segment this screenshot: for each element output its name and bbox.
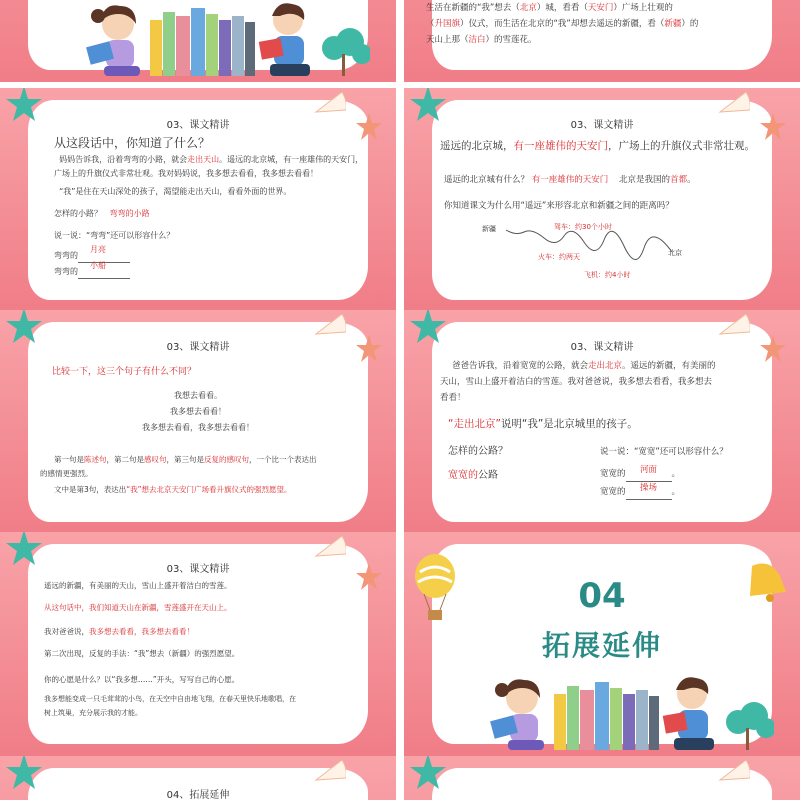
blank-answer: 小船	[90, 261, 106, 270]
slide-10[interactable]	[404, 756, 800, 800]
starfish-icon	[408, 756, 448, 792]
fill-answer: 升国旗	[434, 19, 461, 29]
road-answer: 宽宽的公路	[448, 470, 498, 481]
travel-plane: 飞机：约4小时	[584, 271, 631, 279]
paragraph: 遥远的新疆，有美丽的天山，雪山上盛开着洁白的雪莲。	[44, 581, 232, 590]
boy-reading-icon	[259, 3, 310, 76]
slide-8[interactable]	[404, 532, 800, 756]
blank-answer: 河面	[640, 465, 658, 475]
q-distance: 你知道课文为什么用“遥远”来形容北京和新疆之间的距离吗？	[444, 201, 674, 211]
say-prompt: 说一说：“弯弯”还可以形容什么？	[54, 231, 175, 240]
fill-answer: 天安门	[587, 3, 614, 13]
slide-7[interactable]	[0, 532, 396, 756]
travel-drive: 驾车：约30个小时	[554, 223, 612, 231]
q-what: 遥远的北京城有什么？ 有一座雄伟的天安门 北京是我国的首都。	[444, 175, 696, 185]
explanation: 的感情更强烈。	[40, 469, 93, 478]
girl-reading-icon	[86, 5, 140, 76]
fill-answer: 洁白	[468, 35, 486, 45]
section-number: 04	[578, 576, 626, 616]
blank-line: 宽宽的 。	[600, 486, 680, 500]
blank-line: 宽宽的 。	[600, 468, 680, 482]
question: 从这段话中，你知道了什么？	[54, 136, 211, 150]
fill-answer: 新疆	[664, 19, 682, 29]
fan-icon	[716, 88, 750, 114]
fan-icon	[312, 532, 346, 558]
slide-title: 04、拓展延伸	[166, 790, 230, 800]
fan-icon	[312, 310, 346, 336]
place-label: 新疆	[482, 225, 496, 233]
trees-icon	[322, 28, 370, 76]
explanation: 文中是第3句，表达出“我”想去北京天安门广场看升旗仪式的强烈愿望。	[54, 485, 292, 494]
trees-icon	[726, 702, 774, 750]
paragraph: 我多想能变成一只毛茸茸的小鸟，在天空中自由地飞翔，在春天里快乐地歌唱，在	[44, 695, 296, 703]
text-line-3: 天山上那（洁白）的雪莲花。	[426, 35, 537, 45]
paragraph: 看看！	[440, 393, 466, 403]
slide-9[interactable]	[0, 756, 396, 800]
blank-answer: 月亮	[90, 245, 106, 254]
section-heading: 拓展延伸	[541, 629, 662, 662]
slide-title: 03、课文精讲	[166, 342, 230, 353]
question: 比较一下，这三个句子有什么不同？	[52, 367, 197, 377]
text-line-2: （升国旗）仪式，而生活在北京的“我”却想去遥远的新疆，看（新疆）的	[426, 19, 699, 29]
fan-icon	[312, 88, 346, 114]
sentence: 我多想去看看！	[170, 407, 226, 416]
paragraph: 广场上的升旗仪式非常壮观。我对妈妈说，我多想去看看，我多想去看看！	[54, 169, 318, 178]
fan-icon	[716, 756, 750, 782]
slide-title: 03、课文精讲	[570, 342, 634, 353]
paragraph: 第二次出现，反复的手法：“我”想去（新疆）的强烈愿望。	[44, 649, 240, 658]
paragraph: 我对爸爸说，我多想去看看，我多想去看看！	[44, 627, 194, 636]
slide-title: 03、课文精讲	[570, 120, 634, 131]
road-question: 怎样的小路？ 弯弯的小路	[54, 209, 150, 218]
fan-icon	[312, 756, 346, 782]
say-prompt: 说一说：“宽宽”还可以形容什么？	[600, 447, 728, 457]
girl-reading-icon	[490, 679, 544, 750]
paragraph: 爸爸告诉我，沿着宽宽的公路，就会走出北京。遥远的新疆，有美丽的	[452, 361, 716, 371]
fill-answer: 北京	[519, 3, 537, 13]
slide-2[interactable]	[404, 0, 800, 82]
text-line-1: 生活在新疆的“我”想去（北京）城，看看（天安门）广场上壮观的	[426, 3, 673, 13]
paragraph: 天山，雪山上盛开着洁白的雪莲。我对爸爸说，我多想去看看，我多想去	[440, 377, 713, 387]
slide-1[interactable]	[0, 0, 396, 82]
illustration-kids-books	[484, 672, 774, 756]
sentence: 我多想去看看，我多想去看看！	[142, 423, 254, 432]
key-sentence: 遥远的北京城，有一座雄伟的天安门，广场上的升旗仪式非常壮观。	[440, 140, 755, 152]
slide-title: 03、课文精讲	[166, 120, 230, 131]
slide-3[interactable]	[0, 88, 396, 312]
books-icon	[150, 8, 255, 76]
blank-line: 弯弯的	[54, 266, 130, 279]
key-point: “走出北京”说明“我”是北京城里的孩子。	[448, 418, 638, 430]
explanation: 第一句是陈述句，第二句是感叹句，第三句是反复的感叹句，一个比一个表达出	[54, 455, 317, 464]
place-label: 北京	[668, 249, 682, 257]
paragraph: 从这句话中，我们知道天山在新疆，雪莲盛开在天山上。	[44, 603, 232, 612]
paragraph: 树上筑巢，充分展示我的才能。	[44, 709, 142, 717]
slide-5[interactable]	[0, 310, 396, 534]
blank-answer: 操场	[640, 483, 658, 493]
boy-reading-icon	[663, 677, 714, 750]
paragraph: “我”是住在天山深处的孩子，渴望能走出天山，看看外面的世界。	[59, 187, 292, 196]
travel-train: 火车：约两天	[538, 253, 580, 261]
road-question: 怎样的公路？	[448, 446, 508, 457]
fan-icon	[716, 310, 750, 336]
paragraph: 妈妈告诉我，沿着弯弯的小路，就会走出天山。遥远的北京城，有一座雄伟的天安门，	[59, 155, 364, 164]
slide-6[interactable]	[404, 310, 800, 534]
slide-4[interactable]	[404, 88, 800, 312]
paragraph: 你的心愿是什么？以“我多想……”开头，写写自己的心愿。	[44, 675, 240, 684]
illustration-kids-books	[80, 0, 370, 82]
slide-title: 03、课文精讲	[166, 564, 230, 575]
sentence: 我想去看看。	[174, 391, 222, 400]
books-icon	[554, 682, 659, 750]
blank-line: 弯弯的	[54, 250, 130, 263]
